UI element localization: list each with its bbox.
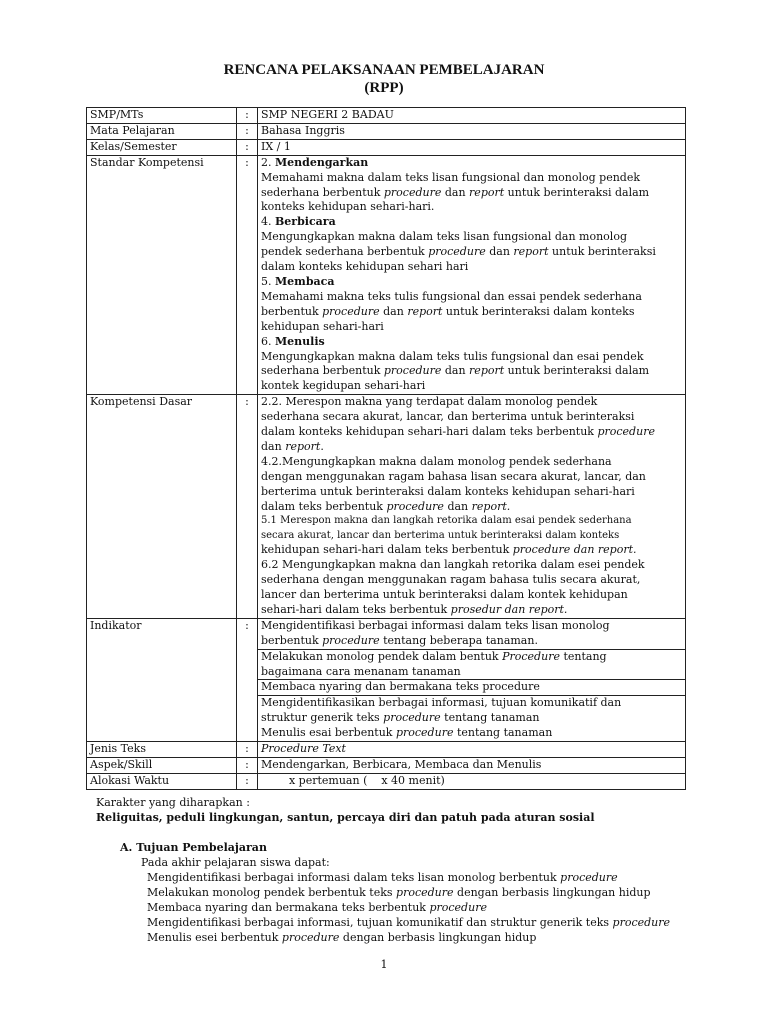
class-value: IX / 1: [258, 139, 686, 155]
document-subtitle: (RPP): [364, 80, 404, 96]
row-colon: :: [237, 395, 258, 619]
row-colon: :: [237, 742, 258, 758]
indikator-item: Membaca nyaring dan bermakana teks procedure: [258, 680, 686, 696]
table-row-class: [87, 139, 686, 155]
indikator-item: Mengidentifikasikan berbagai informasi, tujuan komunikatif dan struktur generik teks procedure tentang tanaman Menulis esai berbentuk procedure tentang tanaman: [258, 696, 686, 742]
subject-value: Bahasa Inggris: [258, 123, 686, 139]
tujuan-lead: Pada akhir pelajaran siswa dapat:: [141, 856, 330, 869]
row-label: Aspek/Skill: [87, 757, 237, 773]
row-label: Kompetensi Dasar: [87, 395, 237, 619]
aspek-value: Mendengarkan, Berbicara, Membaca dan Menulis: [258, 757, 686, 773]
sk-item-line: Memahami makna teks tulis fungsional dan essai pendek sederhana: [261, 289, 642, 303]
kd-line: kehidupan sehari-hari dalam teks berbentuk procedure dan report.: [261, 543, 637, 557]
row-colon: :: [237, 108, 258, 124]
indikator-item: Mengidentifikasi berbagai informasi dalam teks lisan monolog berbentuk procedure tentang beberapa tanaman.: [258, 618, 686, 649]
table-row-subject: [87, 123, 686, 139]
tujuan-item: Membaca nyaring dan bermakana teks berbentuk procedure: [147, 901, 487, 914]
sk-content: [258, 155, 686, 395]
kd-line: 6.2 Mengungkapkan makna dan langkah retorika dalam esei pendek: [261, 558, 645, 572]
sk-item-line: pendek sederhana berbentuk procedure dan report untuk berinteraksi: [261, 245, 656, 259]
kd-line: dalam konteks kehidupan sehari-hari dalam teks berbentuk procedure: [261, 425, 655, 439]
sk-item-line: dalam konteks kehidupan sehari hari: [261, 260, 469, 274]
kd-line: dan report.: [261, 439, 324, 453]
row-label: Indikator: [87, 618, 237, 741]
alokasi-value: x pertemuan ( x 40 menit): [258, 773, 686, 789]
table-row-alokasi: [87, 773, 686, 789]
kd-line: sederhana secara akurat, lancar, dan berterima untuk berinteraksi: [261, 410, 635, 424]
kd-line: dengan menggunakan ragam bahasa lisan secara akurat, lancar, dan: [261, 469, 646, 483]
table-row-school: [87, 108, 686, 124]
sk-item-heading: 2. Mendengarkan: [261, 155, 369, 169]
page-number: 1: [380, 958, 388, 971]
row-colon: :: [237, 123, 258, 139]
tujuan-item: Mengidentifikasi berbagai informasi dalam teks lisan monolog berbentuk procedure: [147, 871, 618, 884]
row-colon: :: [237, 618, 258, 741]
kd-line: sehari-hari dalam teks berbentuk prosedur dan report.: [261, 602, 568, 616]
kd-line: dalam teks berbentuk procedure dan report.: [261, 499, 511, 513]
row-label: Alokasi Waktu: [87, 773, 237, 789]
row-label: SMP/MTs: [87, 108, 237, 124]
tujuan-heading: A. Tujuan Pembelajaran: [120, 841, 267, 854]
rpp-info-table: [86, 107, 686, 790]
sk-item-line: Memahami makna dalam teks lisan fungsional dan monolog pendek: [261, 170, 641, 184]
sk-item-line: konteks kehidupan sehari-hari.: [261, 200, 435, 214]
table-row-indikator: [87, 618, 686, 649]
row-label: Kelas/Semester: [87, 139, 237, 155]
table-row-jenis-teks: [87, 742, 686, 758]
row-colon: :: [237, 155, 258, 395]
karakter-value: Religuitas, peduli lingkungan, santun, percaya diri dan patuh pada aturan sosial: [96, 811, 595, 824]
table-row-kompetensi-dasar: [87, 395, 686, 619]
kd-content: [258, 395, 686, 619]
document-title: RENCANA PELAKSANAAN PEMBELAJARAN: [223, 62, 545, 78]
sk-item-heading: 4. Berbicara: [261, 215, 336, 229]
tujuan-item: Mengidentifikasi berbagai informasi, tujuan komunikatif dan struktur generik teks procedure: [147, 916, 671, 929]
table-row-aspek: [87, 757, 686, 773]
kd-line: 5.1 Merespon makna dan langkah retorika dalam esai pendek sederhana: [261, 515, 632, 527]
kd-line: sederhana dengan menggunakan ragam bahasa tulis secara akurat,: [261, 573, 641, 587]
sk-item-line: kontek kegidupan sehari-hari: [261, 379, 426, 393]
indikator-item: Melakukan monolog pendek dalam bentuk Procedure tentang bagaimana cara menanam tanaman: [258, 649, 686, 680]
row-label: Standar Kompetensi: [87, 155, 237, 395]
school-value: SMP NEGERI 2 BADAU: [258, 108, 686, 124]
tujuan-item: Melakukan monolog pendek berbentuk teks procedure dengan berbasis lingkungan hidup: [147, 886, 651, 899]
karakter-label: Karakter yang diharapkan :: [96, 796, 250, 809]
kd-line: lancer dan berterima untuk berinteraksi dalam kontek kehidupan: [261, 588, 628, 601]
row-colon: :: [237, 139, 258, 155]
row-colon: :: [237, 773, 258, 789]
row-label: Mata Pelajaran: [87, 123, 237, 139]
tujuan-item: Menulis esei berbentuk procedure dengan berbasis lingkungan hidup: [147, 931, 537, 944]
sk-item-heading: 5. Membaca: [261, 274, 335, 288]
jenis-value: Procedure Text: [258, 742, 686, 758]
sk-item-line: berbentuk procedure dan report untuk berinteraksi dalam konteks: [261, 304, 635, 318]
kd-line: 2.2. Merespon makna yang terdapat dalam monolog pendek: [261, 395, 598, 409]
table-row-standar-kompetensi: [87, 155, 686, 395]
sk-item-line: sederhana berbentuk procedure dan report untuk berinteraksi dalam: [261, 185, 650, 199]
sk-item-line: kehidupan sehari-hari: [261, 319, 384, 333]
sk-item-heading: 6. Menulis: [261, 334, 325, 348]
kd-line: 4.2.Mengungkapkan makna dalam monolog pendek sederhana: [261, 454, 612, 468]
sk-item-line: Mengungkapkan makna dalam teks lisan fungsional dan monolog: [261, 230, 627, 244]
sk-item-line: Mengungkapkan makna dalam teks tulis fungsional dan esai pendek: [261, 349, 644, 363]
row-label: Jenis Teks: [87, 742, 237, 758]
sk-item-line: sederhana berbentuk procedure dan report untuk berinteraksi dalam: [261, 364, 650, 378]
kd-line: secara akurat, lancar dan berterima untuk berinteraksi dalam konteks: [261, 529, 620, 541]
row-colon: :: [237, 757, 258, 773]
kd-line: berterima untuk berinteraksi dalam konteks kehidupan sehari-hari: [261, 484, 635, 498]
